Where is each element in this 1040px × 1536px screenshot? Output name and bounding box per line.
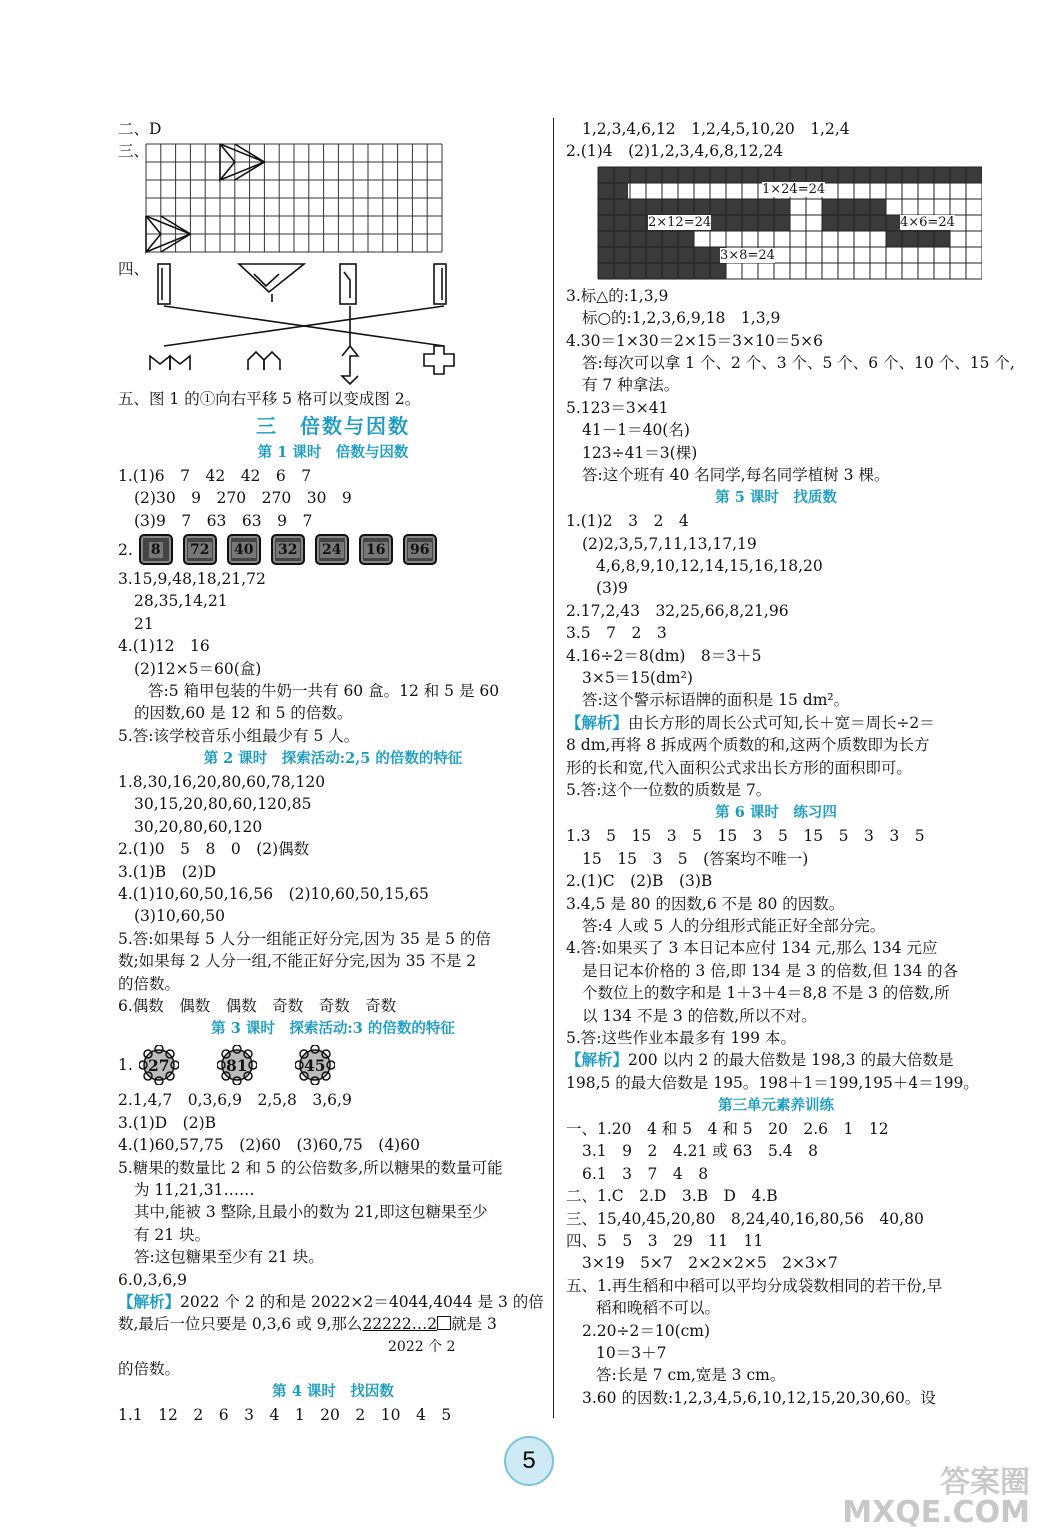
- lesson-1-title: 第 1 课时 倍数与因数: [257, 443, 409, 461]
- grid-diagram: [144, 140, 444, 258]
- flower-badges: [139, 1045, 335, 1085]
- l5-q1b: (2)2,3,5,7,11,13,17,19: [582, 534, 757, 553]
- l3-analysis-d: 的倍数。: [118, 1360, 181, 1379]
- l3-q2: 2.1,4,7 0,3,6,9 2,5,8 3,6,9: [118, 1091, 352, 1110]
- l1-q4b: (2)12×5＝60(盒): [134, 659, 262, 678]
- u-wu-e: 答:长是 7 cm,宽是 3 cm。: [596, 1366, 786, 1385]
- l3-analysis-brace-label: 2022 个 2: [388, 1338, 456, 1355]
- unit-training-title: 第三单元素养训练: [718, 1097, 834, 1115]
- l5-q1c: 4,6,8,9,10,12,14,15,16,18,20: [596, 557, 823, 576]
- l3-q1: [118, 1041, 548, 1089]
- l5-q2: 2.17,2,43 32,25,66,8,21,96: [566, 601, 789, 620]
- l2-q5c: 的倍数。: [118, 974, 181, 993]
- l1-q2-label: 2.: [118, 540, 133, 559]
- l2-q4a: 4.(1)10,60,50,16,56 (2)10,60,50,15,65: [118, 885, 429, 904]
- lesson-3-title: 第 3 课时 探索活动:3 的倍数的特征: [211, 1020, 455, 1038]
- l6-q4c: 个数位上的数字和是 1＋3＋4＝8,8 不是 3 的倍数,所: [582, 984, 950, 1003]
- number-tile: 8: [139, 534, 173, 565]
- l6-q3b: 答:4 人或 5 人的分组形式能正好全部分完。: [582, 916, 886, 935]
- r-q3a: 3.标△的:1,3,9: [566, 286, 669, 305]
- u-si-a: 四、5 5 3 29 11 11: [566, 1232, 764, 1251]
- l5-q3: 3.5 7 2 3: [566, 624, 667, 643]
- l2-q2: 2.(1)0 5 8 0 (2)偶数: [118, 840, 310, 859]
- number-tile: 40: [227, 534, 261, 565]
- l5-q1a: 1.(1)2 3 2 4: [566, 512, 689, 531]
- number-tile: 16: [359, 534, 393, 565]
- l6-q2: 2.(1)C (2)B (3)B: [566, 872, 713, 891]
- u-yi-c: 6.1 3 7 4 8: [582, 1164, 709, 1183]
- u-si-b: 3×19 5×7 2×2×2×5 2×3×7: [582, 1254, 838, 1273]
- underbraced-number: 22222…2: [362, 1315, 438, 1334]
- symmetry-matching-figure: [118, 258, 548, 388]
- answer-er: 二、D: [118, 120, 162, 138]
- blank-box: [437, 1316, 451, 1330]
- r-q5c: 123÷41＝3(棵): [582, 443, 698, 462]
- l1-q5: 5.答:该学校音乐小组最少有 5 人。: [118, 726, 360, 745]
- lesson-5-title: 第 5 课时 找质数: [715, 489, 837, 507]
- l6-q4b: 是日记本价格的 3 倍,即 134 是 3 的倍数,但 134 的各: [582, 961, 959, 980]
- r-q5b: 41－1＝40(名): [582, 421, 690, 440]
- l3-analysis-b: 数,最后一位只要是 0,3,6 或 9,那么22222…2 就是 3: [118, 1315, 497, 1334]
- l3-q5a: 5.糖果的数量比 2 和 5 的公倍数多,所以糖果的数量可能: [118, 1158, 503, 1177]
- right-column: [566, 118, 1015, 1409]
- l2-q1b: 30,15,20,80,60,120,85: [134, 795, 312, 814]
- l5-q4a: 4.16÷2＝8(dm) 8＝3＋5: [566, 646, 762, 665]
- u-wu-c: 2.20÷2＝10(cm): [582, 1321, 711, 1340]
- u-yi-b: 3.1 9 2 4.21 或 63 5.4 8: [582, 1142, 818, 1161]
- r-q5d: 答:这个班有 40 名同学,每名同学植树 3 棵。: [582, 465, 890, 484]
- l3-q5d: 有 21 块。: [134, 1225, 211, 1244]
- l1-q4a: 4.(1)12 16: [118, 637, 210, 656]
- l5-analysis-b: 8 dm,再将 8 拆成两个质数的和,这两个质数即为长方: [566, 736, 930, 755]
- l6-q3a: 3.4,5 是 80 的因数,6 不是 80 的因数。: [566, 894, 845, 913]
- analysis-tag: 【解析】: [118, 1291, 181, 1311]
- r-q1-cont: 1,2,3,4,6,12 1,2,4,5,10,20 1,2,4: [582, 120, 850, 138]
- l2-q6: 6.偶数 偶数 偶数 奇数 奇数 奇数: [118, 996, 397, 1015]
- l1-q3b: 28,35,14,21: [134, 592, 228, 611]
- u-wu-a: 五、1.再生稻和中稻可以平均分成袋数相同的若干份,早: [566, 1276, 943, 1295]
- u-er: 二、1.C 2.D 3.B D 4.B: [566, 1187, 778, 1206]
- grid-label-4x6: 4×6=24: [900, 214, 955, 230]
- l1-q4c: 答:5 箱甲包装的牛奶一共有 60 盒。12 和 5 是 60: [148, 681, 500, 700]
- l5-analysis-c: 形的长和宽,代入面积公式求出长方形的面积即可。: [566, 758, 912, 777]
- column-divider: [553, 118, 554, 1418]
- l2-q3: 3.(1)B (2)D: [118, 862, 217, 881]
- u-wu-f: 3.60 的因数:1,2,3,4,5,6,10,12,15,20,30,60。设: [582, 1388, 936, 1407]
- l2-q1c: 30,20,80,60,120: [134, 817, 263, 836]
- l5-q1d: (3)9: [596, 579, 628, 598]
- l6-q1b: 15 15 3 5 (答案均不唯一): [582, 849, 809, 868]
- l3-q1-label: 1.: [118, 1056, 133, 1075]
- l1-q1a: 1.(1)6 7 42 42 6 7: [118, 466, 312, 485]
- factor-rectangle-grid: [566, 163, 986, 285]
- lesson-6-title: 第 6 课时 练习四: [715, 804, 837, 822]
- l6-analysis-a: 【解析】200 以内 2 的最大倍数是 198,3 的最大倍数是: [566, 1050, 954, 1070]
- number-tile: 32: [271, 534, 305, 565]
- r-q4b: 答:每次可以拿 1 个、2 个、3 个、5 个、6 个、10 个、15 个,: [582, 353, 1015, 372]
- l3-analysis-a: 【解析】2022 个 2 的和是 2022×2＝4044,4044 是 3 的倍: [118, 1291, 544, 1311]
- l3-q5b: 为 11,21,31……: [134, 1180, 255, 1199]
- number-tile: 72: [183, 534, 217, 565]
- l3-q5e: 答:这包糖果至少有 21 块。: [134, 1248, 324, 1267]
- l2-q5b: 数;如果每 2 人分一组,不能正好分完,因为 35 不是 2: [118, 952, 477, 971]
- matching-diagram: [144, 258, 464, 388]
- l1-q1c: (3)9 7 63 63 9 7: [134, 511, 313, 530]
- lesson-4-title: 第 4 课时 找因数: [272, 1383, 394, 1401]
- l5-q4c: 答:这个警示标语牌的面积是 15 dm²。: [582, 691, 850, 710]
- analysis-tag: 【解析】: [566, 712, 629, 732]
- number-tiles: [139, 534, 437, 565]
- l1-q3a: 3.15,9,48,18,21,72: [118, 569, 266, 588]
- l5-q4b: 3×5＝15(dm²): [582, 669, 693, 688]
- l6-q4d: 以 134 不是 3 的倍数,所以不对。: [582, 1006, 817, 1025]
- l4-q1: 1.1 12 2 6 3 4 1 20 2 10 4 5: [118, 1406, 452, 1425]
- u-san: 三、15,40,45,20,80 8,24,40,16,80,56 40,80: [566, 1209, 924, 1228]
- answer-san: 三、: [118, 142, 150, 161]
- number-tile: 96: [403, 534, 437, 565]
- r-q2: 2.(1)4 (2)1,2,3,4,6,8,12,24: [566, 142, 784, 161]
- l3-q3: 3.(1)D (2)B: [118, 1113, 217, 1132]
- flower-badge: 81: [217, 1045, 257, 1085]
- l6-q5: 5.答:这些作业本最多有 199 本。: [566, 1028, 796, 1047]
- l6-analysis-b: 198,5 的最大倍数是 195。198＋1＝199,195＋4＝199。: [566, 1073, 979, 1092]
- page-number: 5: [504, 1436, 554, 1486]
- l3-q5c: 其中,能被 3 整除,且最小的数为 21,即这包糖果至少: [134, 1203, 488, 1222]
- lesson-2-title: 第 2 课时 探索活动:2,5 的倍数的特征: [203, 750, 463, 768]
- l1-q1b: (2)30 9 270 270 30 9: [134, 489, 352, 508]
- l2-q5a: 5.答:如果每 5 人分一组能正好分完,因为 35 是 5 的倍: [118, 929, 491, 948]
- flower-badge: 27: [139, 1045, 179, 1085]
- flower-badge: 45: [295, 1045, 335, 1085]
- answer-wu: 五、图 1 的①向右平移 5 格可以变成图 2。: [118, 390, 421, 409]
- r-q4c: 有 7 种拿法。: [582, 376, 680, 395]
- analysis-tag: 【解析】: [566, 1050, 629, 1070]
- l1-q2: [118, 532, 548, 568]
- unit-title: 三 倍数与因数: [256, 413, 410, 438]
- l6-q4a: 4.答:如果买了 3 本日记本应付 134 元,那么 134 元应: [566, 939, 938, 958]
- l1-q3c: 21: [134, 614, 154, 633]
- u-wu-d: 10＝3＋7: [596, 1343, 667, 1362]
- l2-q1a: 1.8,30,16,20,80,60,78,120: [118, 773, 326, 792]
- r-q3b: 标○的:1,2,3,6,9,18 1,3,9: [582, 309, 781, 328]
- u-yi-a: 一、1.20 4 和 5 4 和 5 20 2.6 1 12: [566, 1120, 889, 1139]
- l6-q1a: 1.3 5 15 3 5 15 3 5 15 5 3 3 5: [566, 827, 925, 846]
- watermark-logo: 答案圈 MXQE.COM: [842, 1465, 1030, 1530]
- u-wu-b: 稻和晚稻不可以。: [596, 1299, 721, 1318]
- number-tile: 24: [315, 534, 349, 565]
- left-column: [118, 118, 548, 1427]
- grid-label-2x12: 2×12=24: [648, 214, 712, 230]
- answer-si: 四、: [118, 260, 150, 279]
- grid-label-3x8: 3×8=24: [720, 247, 775, 263]
- grid-label-1x24: 1×24=24: [762, 181, 826, 197]
- r-q4a: 4.30＝1×30＝2×15＝3×10＝5×6: [566, 331, 823, 350]
- l5-analysis-a: 【解析】由长方形的周长公式可知,长＋宽＝周长÷2＝: [566, 712, 935, 732]
- translation-grid-figure: [118, 140, 548, 258]
- l3-q4: 4.(1)60,57,75 (2)60 (3)60,75 (4)60: [118, 1136, 420, 1155]
- r-q5a: 5.123＝3×41: [566, 398, 669, 417]
- l1-q4d: 的因数,60 是 12 和 5 的倍数。: [134, 704, 353, 723]
- l3-q6: 6.0,3,6,9: [118, 1270, 188, 1289]
- l5-q5: 5.答:这个一位数的质数是 7。: [566, 780, 772, 799]
- l2-q4b: (3)10,60,50: [134, 907, 225, 926]
